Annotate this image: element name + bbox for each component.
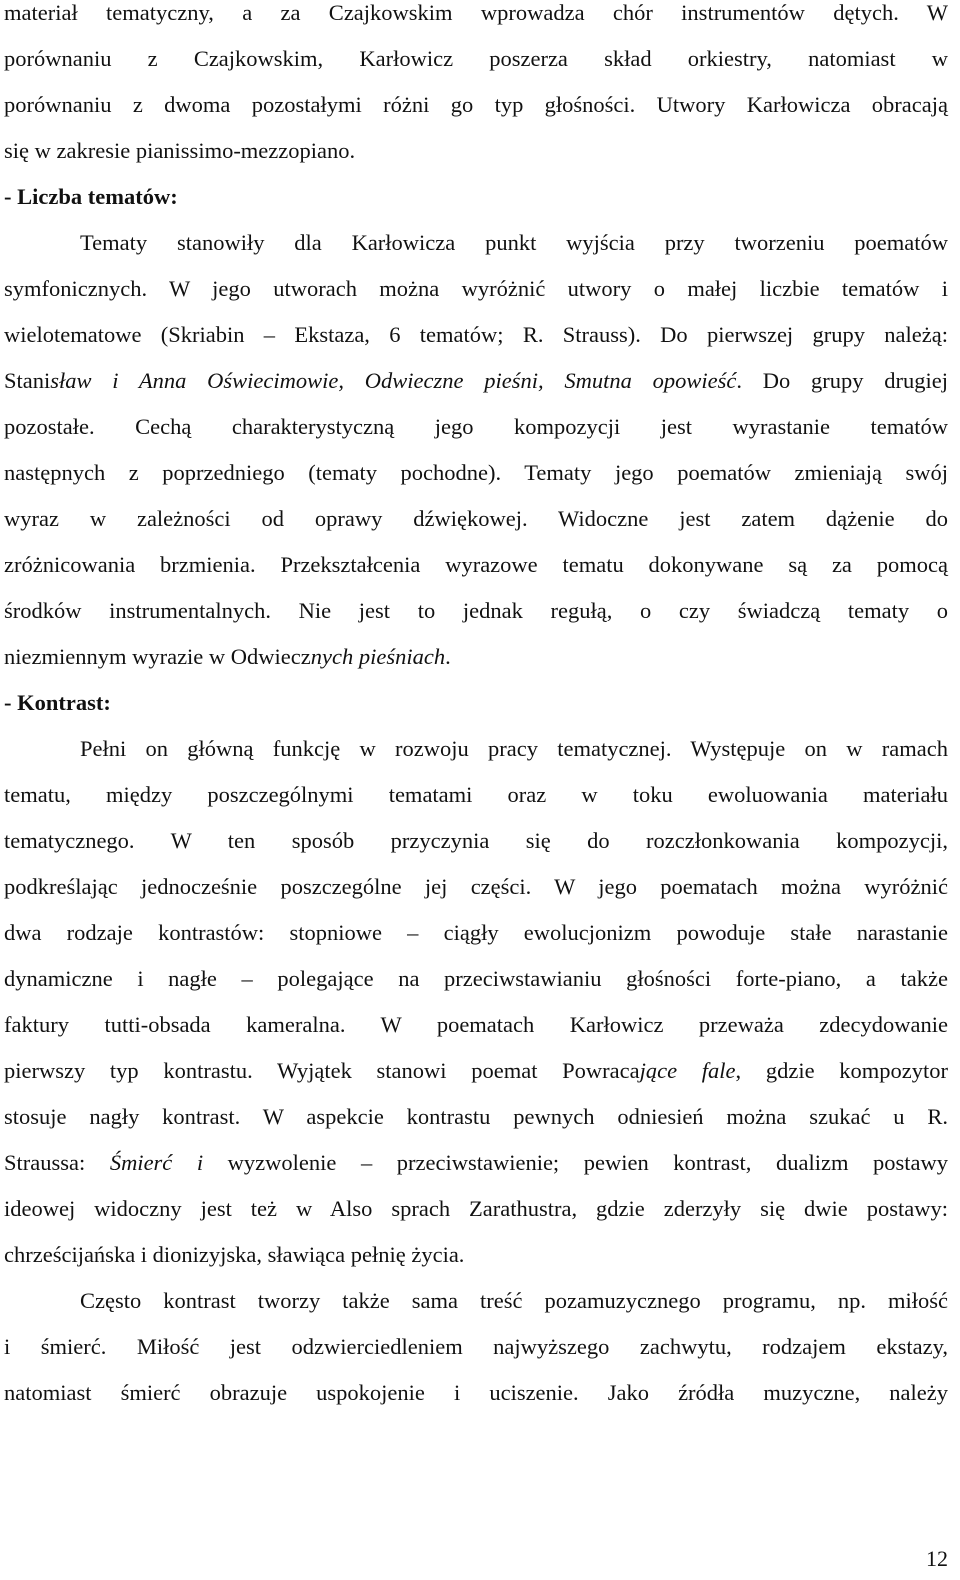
text-line: dwa rodzaje kontrastów: stopniowe – ciągły ewolucjonizm powoduje stałe narastanie <box>4 920 948 945</box>
text-line: natomiast śmierć obrazuje uspokojenie i uciszenie. Jako źródła muzyczne, należy <box>4 1380 948 1405</box>
text-line <box>4 1140 948 1186</box>
italic-title: nych pieśniach <box>310 644 446 669</box>
text-line: faktury tutti-obsada kameralna. W poematach Karłowicz przeważa zdecydowanie <box>4 1012 948 1037</box>
text-line: wielotematowe (Skriabin – Ekstaza, 6 tematów; R. Strauss). Do pierwszej grupy należą: <box>4 322 948 347</box>
text-line: ideowej widoczny jest też w Also sprach Zarathustra, gdzie zderzyły się dwie postawy: <box>4 1196 948 1221</box>
text-line: podkreślając jednocześnie poszczególne jej części. W jego poematach można wyróżnić <box>4 874 948 899</box>
text-line: tematu, między poszczególnymi tematami oraz w toku ewoluowania materiału <box>4 782 948 807</box>
text-line: porównaniu z Czajkowskim, Karłowicz poszerza skład orkiestry, natomiast w <box>4 46 948 71</box>
text-span: , gdzie kompozytor <box>735 1058 948 1083</box>
text-line: symfonicznych. W jego utworach można wyróżnić utwory o małej liczbie tematów i <box>4 276 948 301</box>
document-body <box>4 0 948 1416</box>
text-line: pozostałe. Cechą charakterystyczną jego kompozycji jest wyrastanie tematów <box>4 414 948 439</box>
section-heading-liczba-tematow: - Liczba tematów: <box>4 184 178 209</box>
text-line: Często kontrast tworzy także sama treść pozamuzycznego programu, np. miłość <box>80 1288 948 1313</box>
text-span: . Do grupy drugiej <box>736 368 948 393</box>
text-span: . <box>445 644 451 669</box>
text-line: dynamiczne i nagłe – polegające na przeciwstawianiu głośności forte-piano, a także <box>4 966 948 991</box>
section-heading-kontrast: - Kontrast: <box>4 690 111 715</box>
italic-title: sław i Anna Oświecimowie, Odwieczne pieśni, Smutna opowieść <box>50 368 737 393</box>
text-line: następnych z poprzedniego (tematy pochodne). Tematy jego poematów zmieniają swój <box>4 460 948 485</box>
text-line <box>4 1048 948 1094</box>
italic-title: jące fale <box>639 1058 736 1083</box>
text-line: materiał tematyczny, a za Czajkowskim wprowadza chór instrumentów dętych. W <box>4 0 948 25</box>
text-line: wyraz w zależności od oprawy dźwiękowej. Widoczne jest zatem dążenie do <box>4 506 948 531</box>
text-line: tematycznego. W ten sposób przyczynia się do rozczłonkowania kompozycji, <box>4 828 948 853</box>
text-line: się w zakresie pianissimo-mezzopiano. <box>4 138 356 163</box>
text-span: pierwszy typ kontrastu. Wyjątek stanowi poemat Powraca <box>4 1058 640 1083</box>
text-span: Straussa: <box>4 1150 110 1175</box>
text-line: chrześcijańska i dionizyjska, sławiąca pełnię życia. <box>4 1242 465 1267</box>
text-line: stosuje nagły kontrast. W aspekcie kontrastu pewnych odniesień można szukać u R. <box>4 1104 948 1129</box>
text-line: zróżnicowania brzmienia. Przekształcenia wyrazowe tematu dokonywane są za pomocą <box>4 552 948 577</box>
text-span: Stani <box>4 368 51 393</box>
text-line: porównaniu z dwoma pozostałymi różni go typ głośności. Utwory Karłowicza obracają <box>4 92 948 117</box>
text-line: Pełni on główną funkcję w rozwoju pracy tematycznej. Występuje on w ramach <box>80 736 948 761</box>
page-number: 12 <box>926 1546 948 1571</box>
text-line <box>4 634 948 680</box>
text-line: i śmierć. Miłość jest odzwierciedleniem najwyższego zachwytu, rodzajem ekstazy, <box>4 1334 948 1359</box>
text-line: środków instrumentalnych. Nie jest to jednak regułą, o czy świadczą tematy o <box>4 598 948 623</box>
text-line: Tematy stanowiły dla Karłowicza punkt wyjścia przy tworzeniu poematów <box>80 230 948 255</box>
text-span: wyzwolenie – przeciwstawienie; pewien kontrast, dualizm postawy <box>203 1150 948 1175</box>
italic-title: Śmierć i <box>109 1150 204 1175</box>
text-line <box>4 358 948 404</box>
text-span: niezmiennym wyrazie w Odwiecz <box>4 644 311 669</box>
